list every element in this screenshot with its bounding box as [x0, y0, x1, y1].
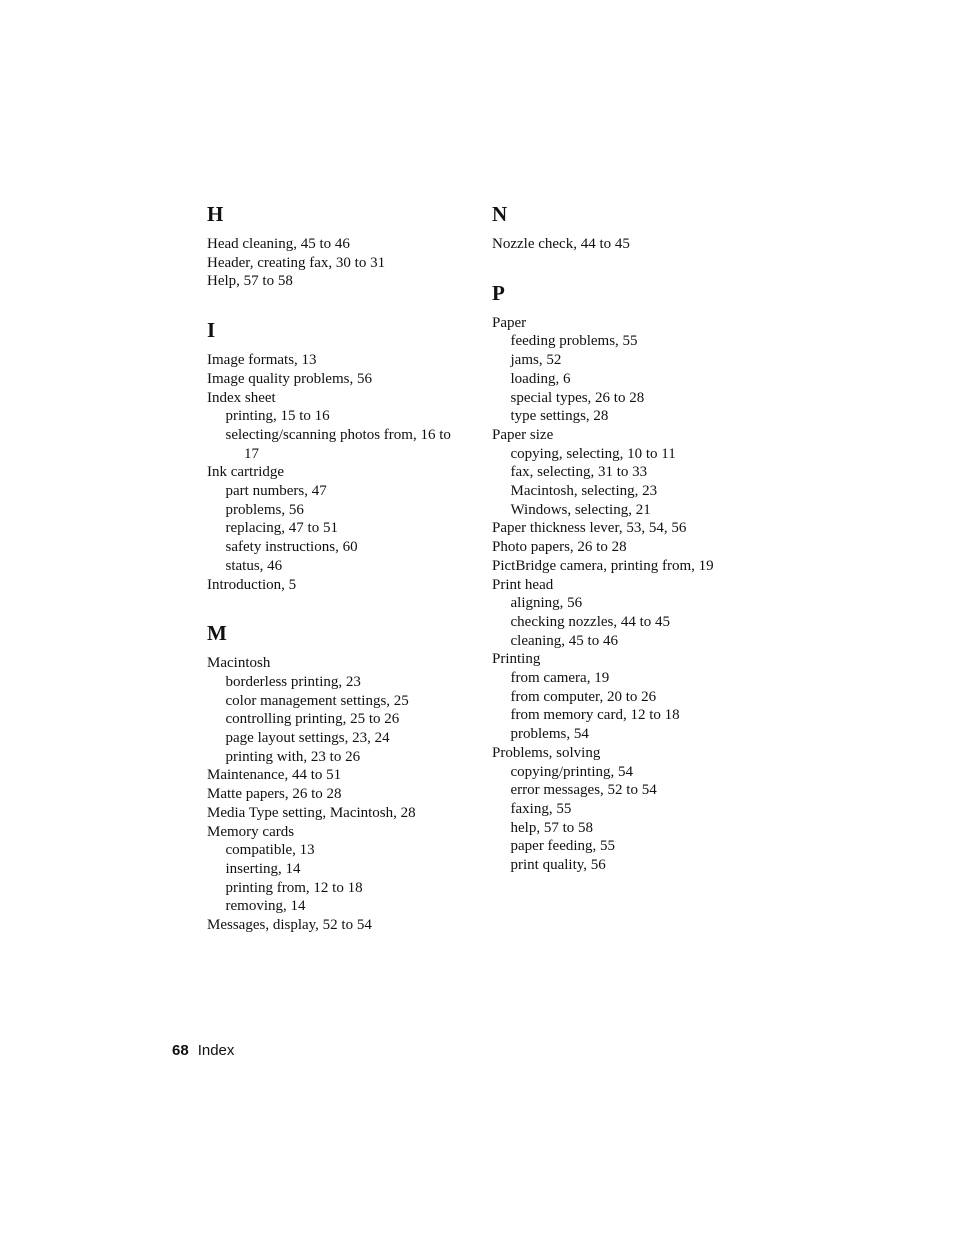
index-entry	[207, 785, 462, 804]
index-entry	[492, 426, 732, 445]
entry-text: Image quality problems, 56	[207, 370, 372, 387]
entry-text: printing, 15 to 16	[225, 408, 330, 425]
entry-text: Header, creating fax, 30 to 31	[207, 254, 386, 271]
entry-text: inserting, 14	[225, 860, 301, 877]
index-entry	[207, 389, 462, 408]
index-entry	[207, 804, 462, 823]
entry-text: Macintosh, selecting, 23	[510, 483, 658, 500]
entry-text: printing from, 12 to 18	[225, 879, 363, 896]
entry-text: problems, 56	[225, 501, 304, 518]
index-subentry	[492, 706, 732, 725]
index-subentry	[492, 445, 732, 464]
index-subentry	[207, 519, 462, 538]
index-entry	[207, 823, 462, 842]
index-subentry	[207, 860, 462, 879]
index-subentry	[492, 800, 732, 819]
index-entry-list	[492, 314, 732, 875]
entry-text: Macintosh	[207, 655, 271, 672]
entry-text: Matte papers, 26 to 28	[207, 786, 342, 803]
index-subentry	[492, 837, 732, 856]
footer-section-title: Index	[197, 1042, 235, 1059]
entry-text: error messages, 52 to 54	[510, 782, 657, 799]
index-entry	[492, 538, 732, 557]
index-subentry	[492, 819, 732, 838]
section-letter-heading: N	[492, 202, 508, 226]
index-subentry	[492, 856, 732, 875]
entry-text: Messages, display, 52 to 54	[207, 917, 372, 934]
entry-text: compatible, 13	[225, 842, 315, 859]
index-subentry	[492, 669, 732, 688]
index-subentry	[492, 632, 732, 651]
index-subentry	[207, 426, 462, 463]
index-subentry	[207, 879, 462, 898]
index-subentry	[207, 729, 462, 748]
index-entry	[492, 744, 732, 763]
entry-text: PictBridge camera, printing from, 19	[492, 557, 714, 574]
index-subentry	[492, 688, 732, 707]
entry-text: cleaning, 45 to 46	[510, 632, 618, 649]
index-entry-list	[492, 235, 732, 254]
index-entry-list	[207, 351, 462, 594]
entry-text: Paper size	[492, 426, 554, 443]
index-column-left	[207, 201, 462, 961]
entry-text: color management settings, 25	[225, 692, 409, 709]
entry-text: from computer, 20 to 26	[510, 688, 657, 705]
entry-text: part numbers, 47	[225, 483, 327, 500]
entry-text: type settings, 28	[510, 408, 609, 425]
index-subentry	[492, 370, 732, 389]
index-subentry	[207, 407, 462, 426]
entry-text: status, 46	[225, 557, 283, 574]
section-letter-heading: H	[207, 202, 224, 226]
entry-text: feeding problems, 55	[510, 333, 638, 350]
index-entry	[207, 351, 462, 370]
entry-text: Help, 57 to 58	[207, 273, 293, 290]
entry-text: Nozzle check, 44 to 45	[492, 236, 630, 252]
index-entry	[492, 557, 732, 576]
index-entry	[492, 576, 732, 595]
index-entry-list	[207, 654, 462, 935]
index-entry	[207, 272, 462, 291]
entry-text: page layout settings, 23, 24	[225, 730, 390, 747]
entry-text: Problems, solving	[492, 744, 601, 761]
index-subentry	[492, 332, 732, 351]
index-subentry	[492, 781, 732, 800]
index-subentry	[207, 897, 462, 916]
entry-text: Index sheet	[207, 389, 276, 406]
entry-text: from camera, 19	[510, 670, 610, 687]
entry-text: Print head	[492, 576, 554, 593]
index-subentry	[207, 692, 462, 711]
section-letter-heading: I	[207, 318, 216, 343]
page-footer	[172, 1042, 234, 1059]
section-letter-heading: M	[207, 621, 227, 646]
entry-continuation: 17	[244, 445, 259, 462]
entry-text: Ink cartridge	[207, 464, 285, 481]
index-entry	[207, 654, 462, 673]
entry-text: printing with, 23 to 26	[225, 748, 361, 765]
entry-text: Memory cards	[207, 823, 295, 840]
entry-text: copying/printing, 54	[510, 763, 633, 780]
index-section	[492, 201, 732, 254]
index-subentry	[492, 763, 732, 782]
entry-text: help, 57 to 58	[510, 819, 593, 836]
index-section	[207, 201, 462, 291]
index-entry-list	[207, 235, 462, 291]
entry-text: Maintenance, 44 to 51	[207, 767, 342, 784]
index-entry	[207, 463, 462, 482]
entry-text: loading, 6	[510, 370, 571, 387]
entry-text: copying, selecting, 10 to 11	[510, 445, 676, 462]
entry-text: faxing, 55	[510, 800, 572, 817]
entry-text: Paper thickness lever, 53, 54, 56	[492, 520, 687, 537]
section-letter-heading: P	[492, 280, 505, 305]
entry-text: Introduction, 5	[207, 576, 297, 593]
entry-text: special types, 26 to 28	[510, 389, 645, 406]
entry-text: fax, selecting, 31 to 33	[510, 464, 648, 481]
entry-text: Paper	[492, 314, 527, 331]
index-subentry	[207, 673, 462, 692]
index-entry	[207, 766, 462, 785]
index-subentry	[492, 463, 732, 482]
index-subentry	[492, 407, 732, 426]
index-subentry	[207, 538, 462, 557]
index-section	[207, 620, 462, 935]
entry-text: print quality, 56	[510, 857, 606, 874]
index-subentry	[207, 748, 462, 767]
entry-text: problems, 54	[510, 726, 589, 743]
index-entry	[492, 235, 732, 254]
index-entry	[207, 576, 462, 595]
index-entry	[492, 519, 732, 538]
entry-text: borderless printing, 23	[225, 673, 361, 690]
entry-text: Printing	[492, 651, 541, 668]
index-entry	[207, 916, 462, 935]
entry-text: aligning, 56	[510, 595, 583, 612]
entry-text: removing, 14	[225, 898, 306, 915]
index-section	[492, 280, 732, 875]
entry-text: safety instructions, 60	[225, 539, 358, 556]
entry-text: jams, 52	[510, 352, 562, 369]
entry-text: Photo papers, 26 to 28	[492, 539, 627, 556]
index-entry	[207, 235, 462, 254]
index-column-right	[492, 201, 732, 901]
entry-text: controlling printing, 25 to 26	[225, 711, 400, 728]
index-subentry	[492, 501, 732, 520]
entry-text: Image formats, 13	[207, 352, 317, 369]
index-section	[207, 317, 462, 594]
index-subentry	[207, 482, 462, 501]
entry-text: Media Type setting, Macintosh, 28	[207, 804, 416, 821]
index-subentry	[207, 501, 462, 520]
index-subentry	[492, 482, 732, 501]
index-subentry	[492, 389, 732, 408]
index-subentry	[492, 351, 732, 370]
index-entry	[492, 314, 732, 333]
index-subentry	[207, 841, 462, 860]
index-entry	[207, 254, 462, 273]
entry-text: Head cleaning, 45 to 46	[207, 236, 350, 252]
index-subentry	[492, 594, 732, 613]
index-subentry	[492, 725, 732, 744]
index-subentry	[207, 710, 462, 729]
entry-text: paper feeding, 55	[510, 838, 616, 855]
index-entry	[492, 650, 732, 669]
index-subentry	[492, 613, 732, 632]
index-entry	[207, 370, 462, 389]
page-number: 68	[172, 1042, 189, 1059]
entry-text: selecting/scanning photos from, 16 to	[225, 426, 451, 443]
entry-text: replacing, 47 to 51	[225, 520, 338, 537]
entry-text: checking nozzles, 44 to 45	[510, 613, 671, 630]
entry-text: Windows, selecting, 21	[510, 501, 651, 518]
index-subentry	[207, 557, 462, 576]
entry-text: from memory card, 12 to 18	[510, 707, 680, 724]
